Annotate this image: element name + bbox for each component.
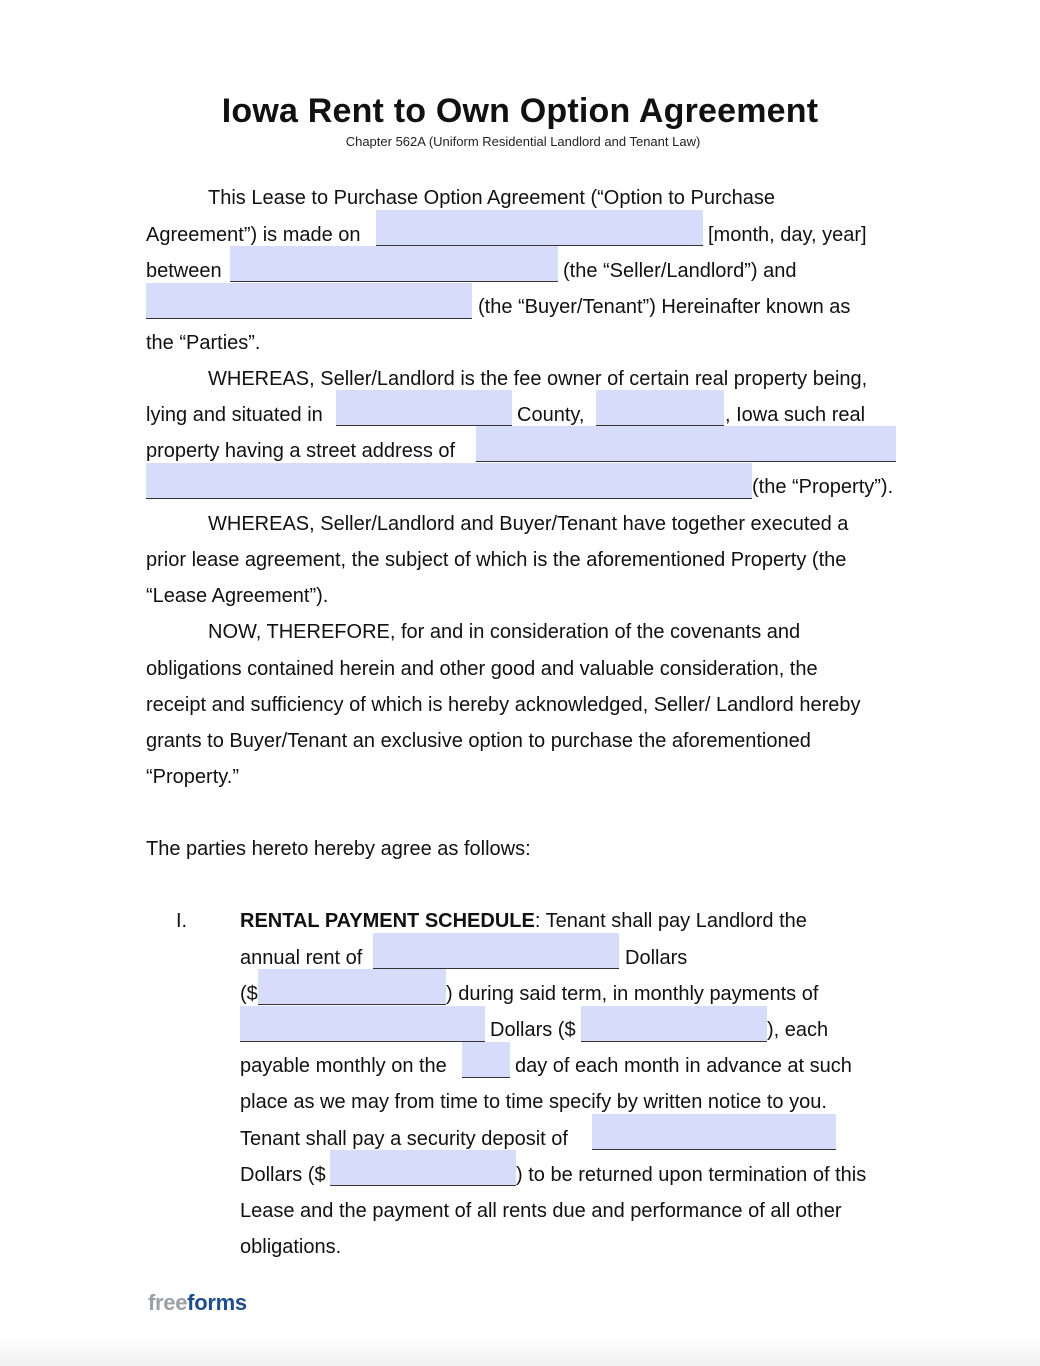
- now-line-4: grants to Buyer/Tenant an exclusive option to purchase the aforementioned: [146, 730, 811, 752]
- seller-name-field[interactable]: [230, 246, 558, 282]
- monthly-payment-amount-field[interactable]: [581, 1006, 767, 1042]
- buyer-name-field[interactable]: [146, 283, 472, 319]
- street-address-field-2[interactable]: [146, 463, 752, 499]
- page-bottom-shadow: [0, 1336, 1040, 1366]
- page-title: Iowa Rent to Own Option Agreement: [221, 92, 819, 130]
- whereas2-line-3: “Lease Agreement”).: [146, 585, 329, 607]
- section1-line-4a: Dollars ($: [490, 1019, 576, 1041]
- intro-line-1: This Lease to Purchase Option Agreement (“Option to Purchase: [208, 187, 775, 209]
- street-address-field-1[interactable]: [476, 426, 896, 462]
- intro-line-2a: Agreement”) is made on: [146, 224, 361, 246]
- annual-rent-words-field[interactable]: [373, 933, 619, 969]
- page-subtitle: Chapter 562A (Uniform Residential Landlord and Tenant Law): [345, 134, 701, 149]
- intro-line-3a: between: [146, 260, 222, 282]
- agreement-date-field[interactable]: [376, 210, 703, 246]
- whereas1-line-2b: County,: [517, 404, 585, 426]
- section1-line-3a: ($: [240, 983, 258, 1005]
- section1-line-2a: annual rent of: [240, 947, 363, 969]
- section1-line-5a: payable monthly on the: [240, 1055, 447, 1077]
- intro-line-3b: (the “Seller/Landlord”) and: [563, 260, 797, 282]
- section1-line-1: [240, 909, 807, 933]
- section1-line-10: obligations.: [240, 1236, 342, 1258]
- logo-free-text: free: [148, 1290, 188, 1315]
- whereas1-line-4: (the “Property”).: [752, 476, 894, 498]
- section-number: I.: [176, 910, 188, 932]
- now-line-2: obligations contained herein and other good and valuable consideration, the: [146, 658, 818, 680]
- payment-day-field[interactable]: [462, 1042, 510, 1078]
- section1-line-2b: Dollars: [625, 947, 688, 969]
- now-line-1: NOW, THEREFORE, for and in consideration of the covenants and: [208, 621, 801, 643]
- whereas1-line-2c: , Iowa such real: [725, 404, 866, 426]
- intro-line-2b: [month, day, year]: [708, 224, 867, 246]
- whereas2-line-1: WHEREAS, Seller/Landlord and Buyer/Tenant have together executed a: [208, 513, 849, 535]
- security-deposit-words-field[interactable]: [592, 1114, 836, 1150]
- whereas1-line-1: WHEREAS, Seller/Landlord is the fee owner of certain real property being,: [208, 368, 868, 390]
- now-line-3: receipt and sufficiency of which is hereby acknowledged, Seller/ Landlord hereby: [146, 694, 861, 716]
- county-field[interactable]: [336, 390, 512, 426]
- monthly-payment-words-field[interactable]: [240, 1006, 485, 1042]
- agree-line: The parties hereto hereby agree as follows:: [146, 838, 531, 860]
- logo-forms-text: forms: [187, 1290, 247, 1315]
- section1-line-3b: ) during said term, in monthly payments of: [446, 983, 819, 1005]
- intro-line-5: the “Parties”.: [146, 332, 261, 354]
- intro-line-4: (the “Buyer/Tenant”) Hereinafter known as: [478, 296, 851, 318]
- section1-line-6: place as we may from time to time specify by written notice to you.: [240, 1091, 827, 1113]
- section1-line-4b: ), each: [767, 1019, 829, 1041]
- section1-line-1-text: : Tenant shall pay Landlord the: [534, 910, 807, 932]
- whereas1-line-2a: lying and situated in: [146, 404, 323, 426]
- whereas1-line-3: property having a street address of: [146, 440, 456, 462]
- security-deposit-amount-field[interactable]: [330, 1150, 516, 1186]
- section1-line-9: Lease and the payment of all rents due and performance of all other: [240, 1200, 842, 1222]
- section1-line-7: Tenant shall pay a security deposit of: [240, 1128, 568, 1150]
- section1-line-5b: day of each month in advance at such: [515, 1055, 852, 1077]
- freeforms-logo: [148, 1290, 247, 1316]
- city-field[interactable]: [596, 390, 724, 426]
- now-line-5: “Property.”: [146, 766, 239, 788]
- section-heading: RENTAL PAYMENT SCHEDULE: [240, 910, 535, 932]
- section1-line-8b: ) to be returned upon termination of this: [516, 1164, 867, 1186]
- section1-line-8a: Dollars ($: [240, 1164, 326, 1186]
- annual-rent-amount-field[interactable]: [258, 969, 446, 1005]
- whereas2-line-2: prior lease agreement, the subject of which is the aforementioned Property (the: [146, 549, 847, 571]
